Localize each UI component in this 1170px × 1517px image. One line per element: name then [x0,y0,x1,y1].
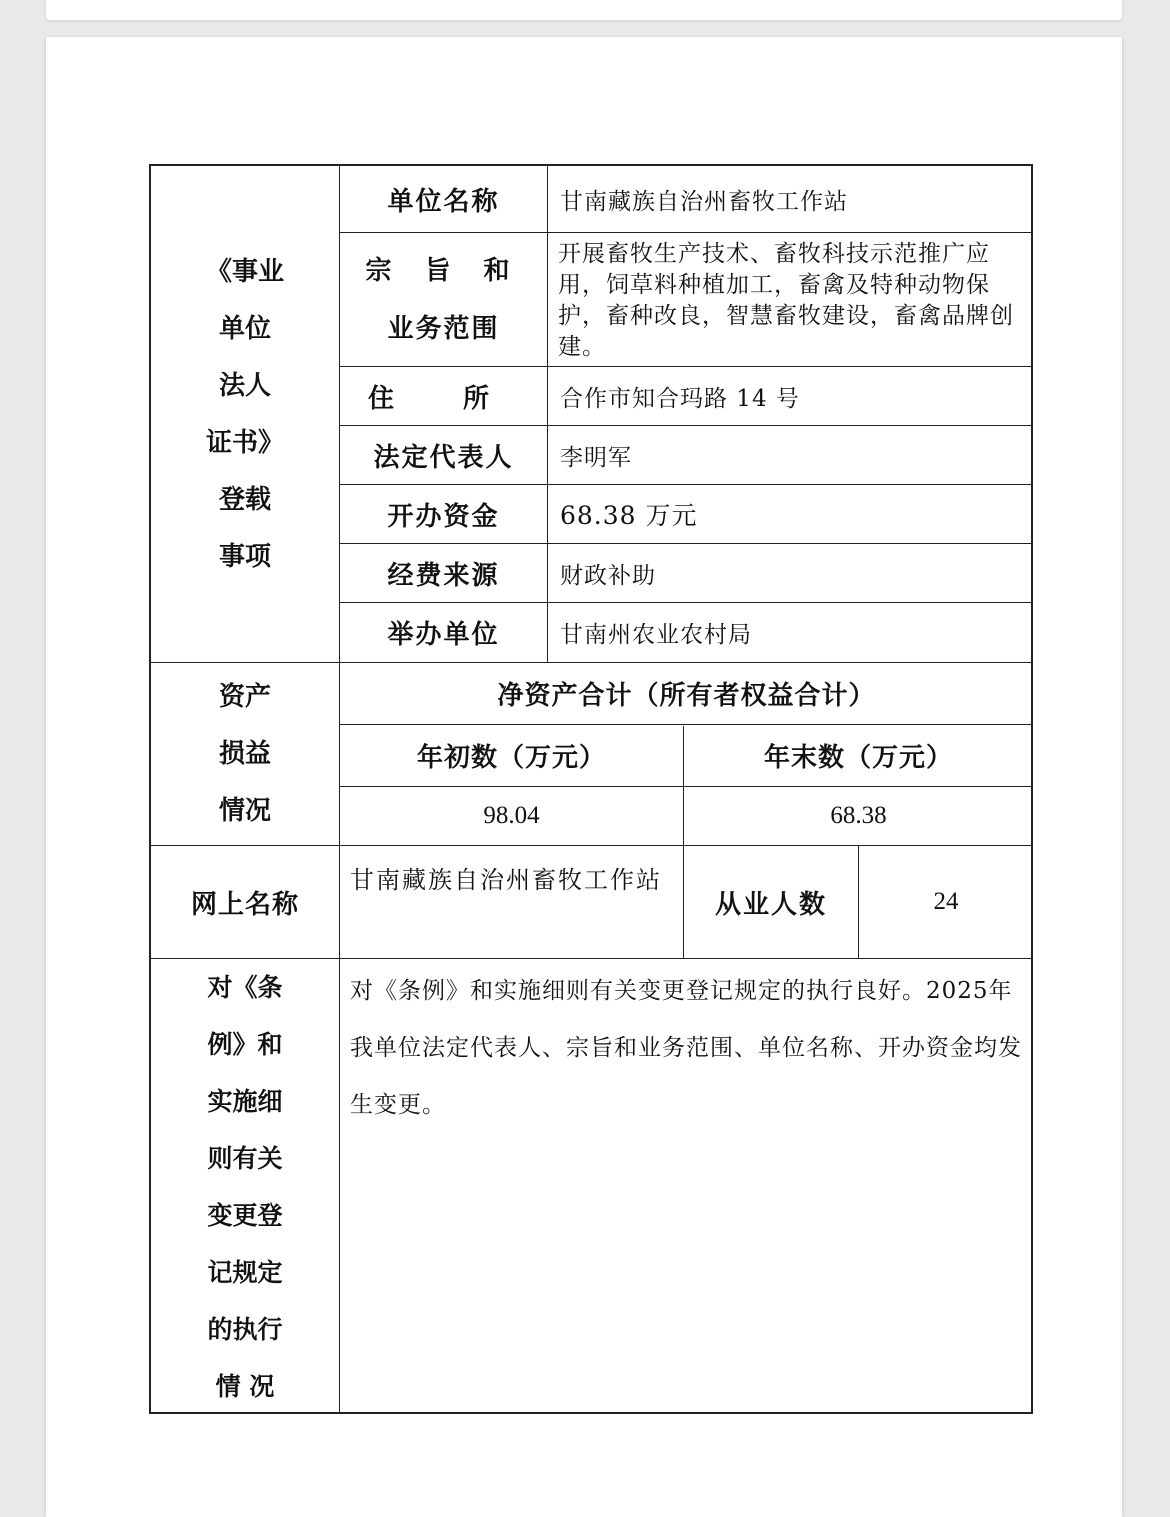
capital-label: 开办资金 [387,501,500,532]
registration-label-line: 事项 [218,541,271,572]
compliance-label-line: 的执行 [207,1315,283,1344]
compliance-label-line: 记规定 [207,1258,283,1287]
sponsor-label: 举办单位 [387,620,500,650]
unit-name-label: 单位名称 [387,186,500,217]
compliance-section-label [151,959,339,1413]
legal-rep-value: 李明军 [560,444,632,471]
registration-label-line: 法人 [218,370,271,401]
compliance-label-line: 则有关 [207,1144,283,1173]
compliance-label-line: 对《条 [207,973,283,1002]
compliance-label-line: 情 况 [215,1372,275,1401]
address-label: 住 所 [367,383,520,414]
assets-label-line: 损益 [218,738,271,769]
registration-label-line: 单位 [218,313,271,344]
compliance-text: 对《条例》和实施细则有关变更登记规定的执行良好。2025年我单位法定代表人、宗旨和业务范围、单位名称、开办资金均发生变更。 [350,978,1022,1118]
begin-year-value: 98.04 [483,802,540,829]
end-year-label: 年末数（万元） [763,743,953,773]
capital-value: 68.38 万元 [560,501,698,530]
net-assets-header: 净资产合计（所有者权益合计） [497,681,876,711]
registration-label-line: 《事业 [205,256,284,287]
legal-rep-label: 法定代表人 [373,442,514,473]
purpose-label-line: 宗 旨 和 [365,255,522,286]
purpose-label [340,233,547,366]
online-name-label: 网上名称 [190,889,299,920]
annual-report-form [149,164,1033,1414]
assets-label-line: 资产 [218,681,271,712]
funding-value: 财政补助 [560,562,656,589]
registration-label-line: 证书》 [205,427,284,458]
registration-label-line: 登载 [218,484,271,515]
assets-label-line: 情况 [218,795,271,826]
funding-label: 经费来源 [387,560,500,591]
purpose-value: 开展畜牧生产技术、畜牧科技示范推广应用，饲草料种植加工，畜禽及特种动物保护，畜种改良，智慧畜牧建设，畜禽品牌创建。 [558,241,1014,360]
previous-page-edge [46,0,1122,20]
sponsor-value: 甘南州农业农村局 [560,622,752,648]
unit-name-value: 甘南藏族自治州畜牧工作站 [560,188,848,215]
staff-count-value: 24 [933,888,959,915]
assets-section-label [151,663,339,845]
registration-section-label [151,166,339,663]
address-value: 合作市知合玛路 14 号 [560,385,800,412]
purpose-label-line: 业务范围 [387,313,500,344]
end-year-value: 68.38 [830,802,887,829]
compliance-label-line: 实施细 [207,1087,283,1116]
compliance-label-line: 例》和 [207,1030,283,1059]
staff-count-label: 从业人数 [714,889,827,920]
online-name-value: 甘南藏族自治州畜牧工作站 [350,866,662,894]
compliance-label-line: 变更登 [207,1201,283,1230]
begin-year-label: 年初数（万元） [416,743,606,773]
document-page [46,37,1122,1517]
